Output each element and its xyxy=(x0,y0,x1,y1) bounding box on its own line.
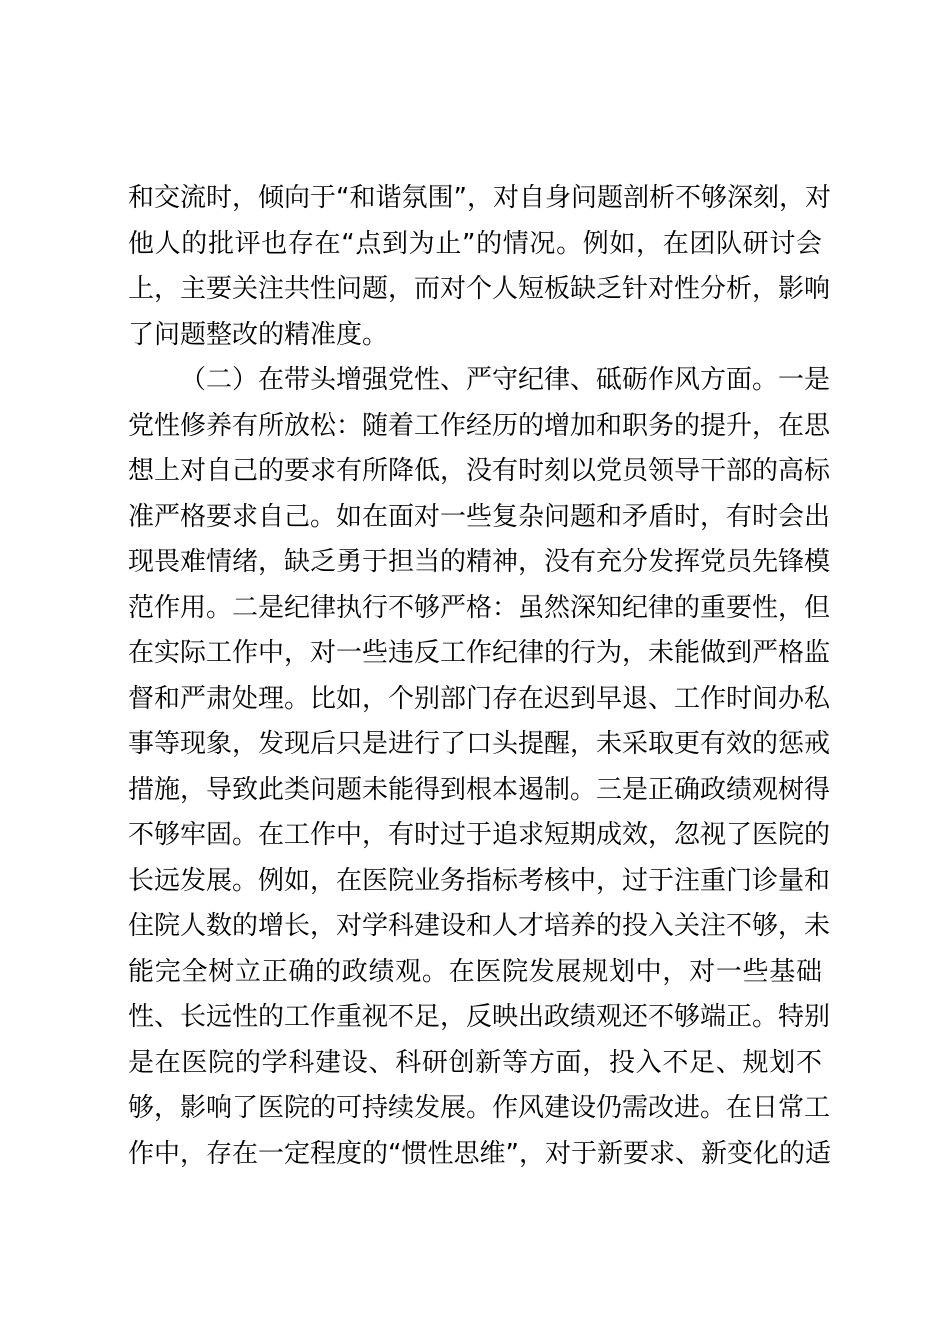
text-line: 不够牢固。在工作中，有时过于追求短期成效，忽视了医院的 xyxy=(128,820,831,850)
text-line: 事等现象，发现后只是进行了口头提醒，未采取更有效的惩戒 xyxy=(128,729,831,759)
text-line: 他人的批评也存在“点到为止”的情况。例如，在团队研讨会 xyxy=(128,228,822,259)
text-line: 党性修养有所放松：随着工作经历的增加和职务的提升，在思 xyxy=(128,410,831,441)
text-line: 现畏难情绪，缺乏勇于担当的精神，没有充分发挥党员先锋模 xyxy=(128,547,831,577)
document-body xyxy=(128,176,831,1177)
text-line: 了问题整改的精准度。 xyxy=(128,319,389,350)
text-line: 住院人数的增长，对学科建设和人才培养的投入关注不够，未 xyxy=(128,911,831,941)
text-line: 性、长远性的工作重视不足，反映出政绩观还不够端正。特别 xyxy=(128,1002,831,1032)
text-line: 能完全树立正确的政绩观。在医院发展规划中，对一些基础 xyxy=(128,956,822,987)
text-line: 想上对自己的要求有所降低，没有时刻以党员领导干部的高标 xyxy=(128,456,831,486)
text-line: 准严格要求自己。如在面对一些复杂问题和矛盾时，有时会出 xyxy=(128,501,831,532)
text-line: 范作用。二是纪律执行不够严格：虽然深知纪律的重要性，但 xyxy=(128,592,831,623)
text-line: 和交流时，倾向于“和谐氛围”，对自身问题剖析不够深刻，对 xyxy=(128,183,831,213)
text-line: 督和严肃处理。比如，个别部门存在迟到早退、工作时间办私 xyxy=(128,683,831,714)
text-line: 够，影响了医院的可持续发展。作风建设仍需改进。在日常工 xyxy=(128,1093,831,1123)
text-line: 长远发展。例如，在医院业务指标考核中，过于注重门诊量和 xyxy=(128,865,831,896)
text-line: 在实际工作中，对一些违反工作纪律的行为，未能做到严格监 xyxy=(128,638,831,668)
text-line: 是在医院的学科建设、科研创新等方面，投入不足、规划不 xyxy=(128,1047,822,1078)
text-line: 上，主要关注共性问题，而对个人短板缺乏针对性分析，影响 xyxy=(128,274,831,304)
text-line: （二）在带头增强党性、严守纪律、砥砺作风方面。一是 xyxy=(180,365,831,395)
text-line: 作中，存在一定程度的“惯性思维”，对于新要求、新变化的适 xyxy=(128,1138,831,1169)
text-line: 措施，导致此类问题未能得到根本遏制。三是正确政绩观树得 xyxy=(128,774,831,805)
